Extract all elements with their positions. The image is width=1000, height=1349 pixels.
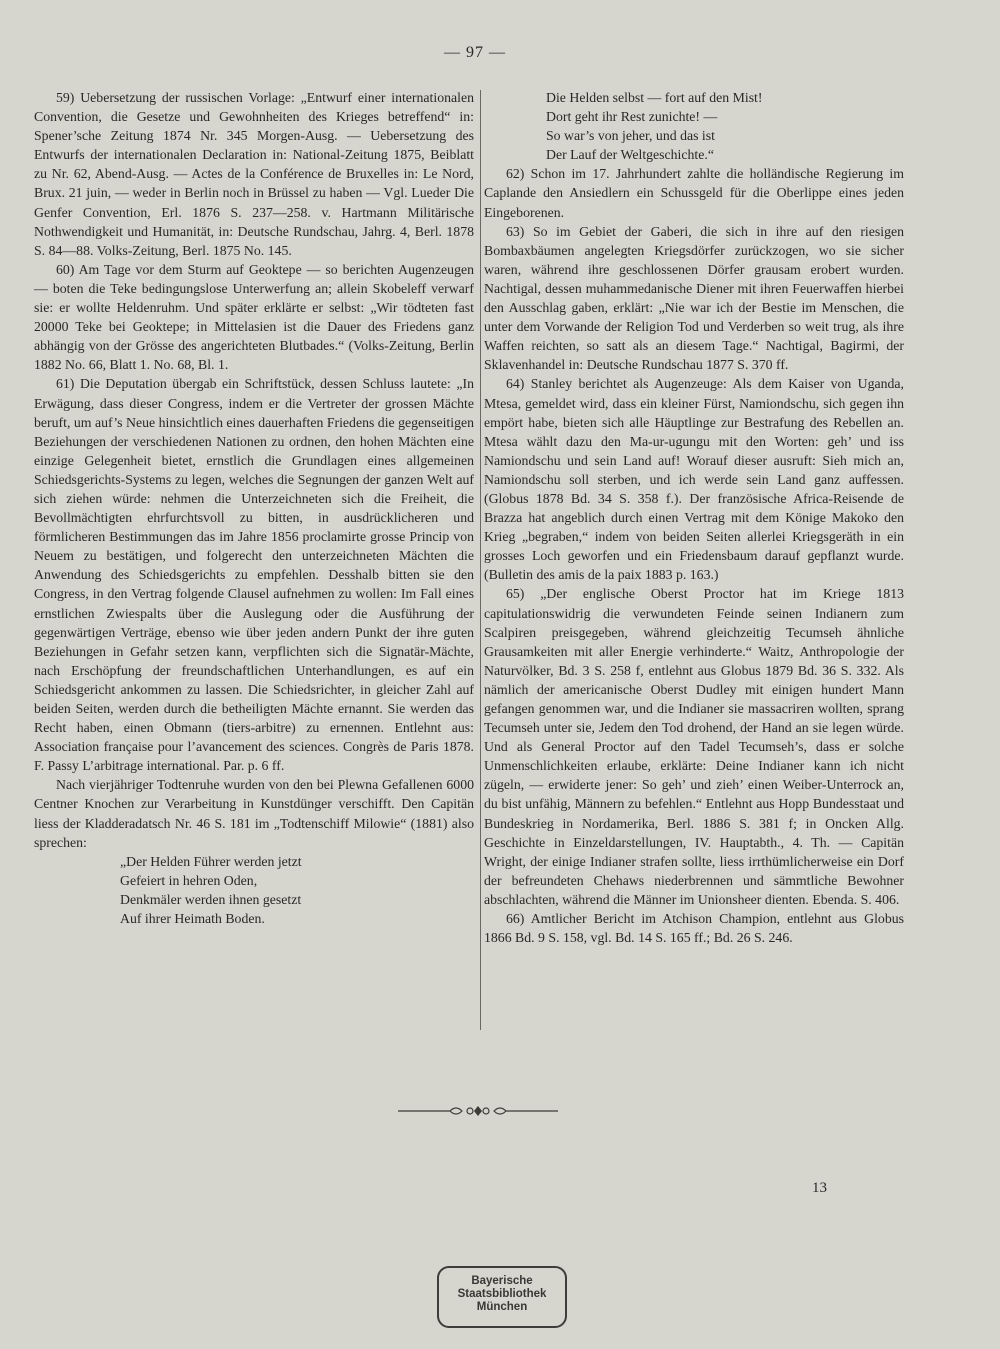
footnote-62: 62) Schon im 17. Jahrhundert zahlte die holländische Regierung im Caplande den Ansiedlern ein Schussgeld für die Oberlippe eines jeden Eingeborenen.: [484, 166, 904, 220]
footnote-61: 61) Die Deputation übergab ein Schriftstück, dessen Schluss lautete: „In Erwägung, dass dieser Congress, indem er die Vertreter der grossen Mächte beruft, um auf’s Neue hinsichtlich eines dauerhaften Friedens die gegenseitigen Beziehungen der verschiedenen Nationen zu ordnen, den hohen Mächten eine einzige Gelegenheit bietet, ernstlich die Grundlagen eines allgemeinen Schiedsgerichts-Systems zu legen, welches die Segnungen der ganzen Welt auf sich ziehen würde: nehmen die Unterzeichneten sich die Freiheit, die Bevollmächtigten ehrfurchtsvoll zu bitten, in ausdrücklicheren und förmlicheren Bestimmungen das im Jahre 1856 proclamirte grosse Princip von Neuem zu bestätigen, und folgerecht den unterzeichneten Mächten die Anwendung des Schiedsgerichts zu empfehlen. Desshalb bitten sie den Congress, in den Vertrag folgende Clausel aufnehmen zu wollen: Im Fall eines ernstlichen Zwiespalts über die Auslegung oder die Ausführung der gegenwärtigen Verträge, ebenso wie über jeden andern Punkt der ihre guten Beziehungen in Gefahr setzen kann, verpflichten sich die Signatär-Mächte, nach Erschöpfung der freundschaftlichen Unterhandlungen, es auf ein Schiedsgericht ankommen zu lassen. Die Schiedsrichter, in gleicher Zahl auf beiden Seiten, werden durch die betheiligten Mächte ernannt. Sie werden das Recht haben, einen Obmann (tiers-arbitre) zu ernennen. Entlehnt aus: Association française pour l’avancement des sciences. Congrès de Paris 1878. F. Passy L’arbitrage international. Par. p. 6 ff.: [34, 376, 474, 774]
poem-line: Der Lauf der Weltgeschichte.“: [546, 147, 714, 163]
poem-stanza-1: [34, 852, 474, 928]
poem-line: So war’s von jeher, und das ist: [546, 128, 715, 144]
stamp-line: München: [476, 1301, 528, 1313]
poem-line: „Der Helden Führer werden jetzt: [120, 853, 302, 869]
footnote-59: 59) Uebersetzung der russischen Vorlage: „Entwurf einer internationalen Convention, die Gesetze und Gewohnheiten des Krieges betreffend“ in: Spener’sche Zeitung 1874 Nr. 345 Morgen-Ausg. — Uebersetzung des Entwurfs der internationalen Declaration in: National-Zeitung 1875, Beiblatt zu Nr. 62, Abend-Ausg. — Actes de la Conférence de Bruxelles in: Le Nord, Brux. 21 juin, — weder in Berlin noch in Brüssel zu haben — Vgl. Lueder Die Genfer Convention, Erl. 1876 S. 237—258. v. Hartmann Militärische Nothwendigkeit und Humanität, in: Deutsche Rundschau, Jahrg. 4, Berl. 1878 S. 84—88. Volks-Zeitung, Berl. 1875 No. 145.: [34, 90, 474, 258]
stamp-line: Staatsbibliothek: [457, 1288, 547, 1300]
poem-stanza-2: [484, 88, 904, 164]
library-stamp: [437, 1266, 567, 1328]
stamp-line: Bayerische: [471, 1275, 533, 1287]
poem-line: Dort geht ihr Rest zunichte! —: [546, 109, 718, 125]
right-column: [484, 88, 904, 947]
page-number: — 97 —: [444, 44, 506, 61]
footnote-63: 63) So im Gebiet der Gaberi, die sich in ihre auf den riesigen Bombaxbäumen angelegten Kriegsdörfer zurückzogen, wo sie sicher waren, während ihre geschlossenen Dörfer grausam erobert wurden. Nachtigal, dessen muhammedanische Diener mit ihren Feuerwaffen hierbei den Ausschlag gaben, erklärt: „Nie war ich der Bestie im Menschen, die unter dem Vorwande der Religion Tod und Verderben so weit trug, als ihre Waffen reichten, so satt als an diesem Tage.“ Nachtigal, Bagirmi, der Sklavenhandel in: Deutsche Rundschau 1877 S. 370 ff.: [484, 223, 904, 373]
signature-mark: 13: [812, 1180, 827, 1196]
footnote-64: 64) Stanley berichtet als Augenzeuge: Als dem Kaiser von Uganda, Mtesa, gemeldet wird, dass ein kleiner Fürst, Namiondschu, sich gegen ihn empört habe, bieten sich alle Häuptlinge zur Bestrafung des Rebellen an. Mtesa wählt dazu den Ma-ur-ugungu mit den Worten: geh’ und iss Namiondschu und sein Land auf! Worauf dieser ausruft: Sieh mich an, Namiondschu soll sterben, und ich werde sein Land ganz auffessen. (Globus 1878 Bd. 34 S. 358 f.). Der französische Africa-Reisende de Brazza hat angeblich durch einen Vertrag mit dem Könige Makoko den Krieg „begraben,“ indem von beiden Seiten allerlei Kriegsgeräth in ein grosses Loch geworfen und ein Friedensbaum darauf gepflanzt wurde. (Bulletin des amis de la paix 1883 p. 163.): [484, 376, 904, 583]
poem-line: Die Helden selbst — fort auf den Mist!: [546, 90, 763, 105]
footnote-66: 66) Amtlicher Bericht im Atchison Champion, entlehnt aus Globus 1866 Bd. 9 S. 158, vgl. Bd. 14 S. 165 ff.; Bd. 26 S. 246.: [484, 911, 904, 946]
poem-line: Auf ihrer Heimath Boden.: [120, 911, 265, 927]
footnote-65: 65) „Der englische Oberst Proctor hat im Kriege 1813 capitulationswidrig die verwundeten Feinde seinen Indianern zum Scalpiren preisgegeben, während gleichzeitig Tecumseh ähnliche Grausamkeiten mit aller Energie verhinderte.“ Waitz, Anthropologie der Naturvölker, Bd. 3 S. 258 f, entlehnt aus Globus 1879 Bd. 36 S. 332. Als nämlich der americanische Oberst Dudley mit einigen hundert Mann gefangen genommen war, und die Indianer sie massacriren wollten, sprang Tecumseh unter sie, Jedem den Tod drohend, der Hand an sie legen würde. Und als General Proctor auf den Tadel Tecumseh’s, dass er solche Unmenschlichkeiten erlaube, erklärte: Deine Indianer kann ich nicht zügeln, — erwiderte jener: So geh’ und zieh’ einen Weiber-Unterrock an, du bist unfähig, Männern zu befehlen.“ Entlehnt aus Hopp Bundesstaat und Bundeskrieg in Nordamerika, Berl. 1886 S. 381 f; in Oncken Allg. Geschichte in Einzeldarstellungen, IV. Hauptabth., 4. Th. — Capitän Wright, der einige Indianer strafen sollte, liess irrthümlicherweise ein Dorf der befreundeten Chehaws niederbrennen und sämmtliche Bewohner abschlachten, während die Männer im Unionsheer dienten. Ebenda. S. 406.: [484, 586, 904, 907]
column-divider: [480, 90, 481, 1030]
skeleton-paragraph: Nach vierjähriger Todtenruhe wurden von den bei Plewna Gefallenen 6000 Centner Knochen zur Verarbeitung in Kunstdünger verschifft. Den Capitän liess der Kladderadatsch Nr. 46 S. 181 im „Todtenschiff Milowie“ (1881) also sprechen:: [34, 777, 474, 850]
poem-line: Denkmäler werden ihnen gesetzt: [120, 891, 302, 907]
ornament-divider-icon: [398, 1104, 558, 1118]
left-column: [34, 88, 474, 928]
footnote-60: 60) Am Tage vor dem Sturm auf Geoktepe — so berichten Augenzeugen — boten die Teke bedingungslose Unterwerfung an; allein Skobeleff verwarf sie: er wollte Heldenruhm. Und später erklärte er selbst: „Wir tödteten fast 20000 Teke bei Geoktepe; in Mittelasien ist die Dauer des Friedens ganz abhängig von der Grösse des angerichteten Blutbades.“ (Volks-Zeitung, Berlin 1882 No. 66, Blatt 1. No. 68, Bl. 1.: [34, 261, 474, 373]
poem-line: Gefeiert in hehren Oden,: [120, 872, 258, 888]
